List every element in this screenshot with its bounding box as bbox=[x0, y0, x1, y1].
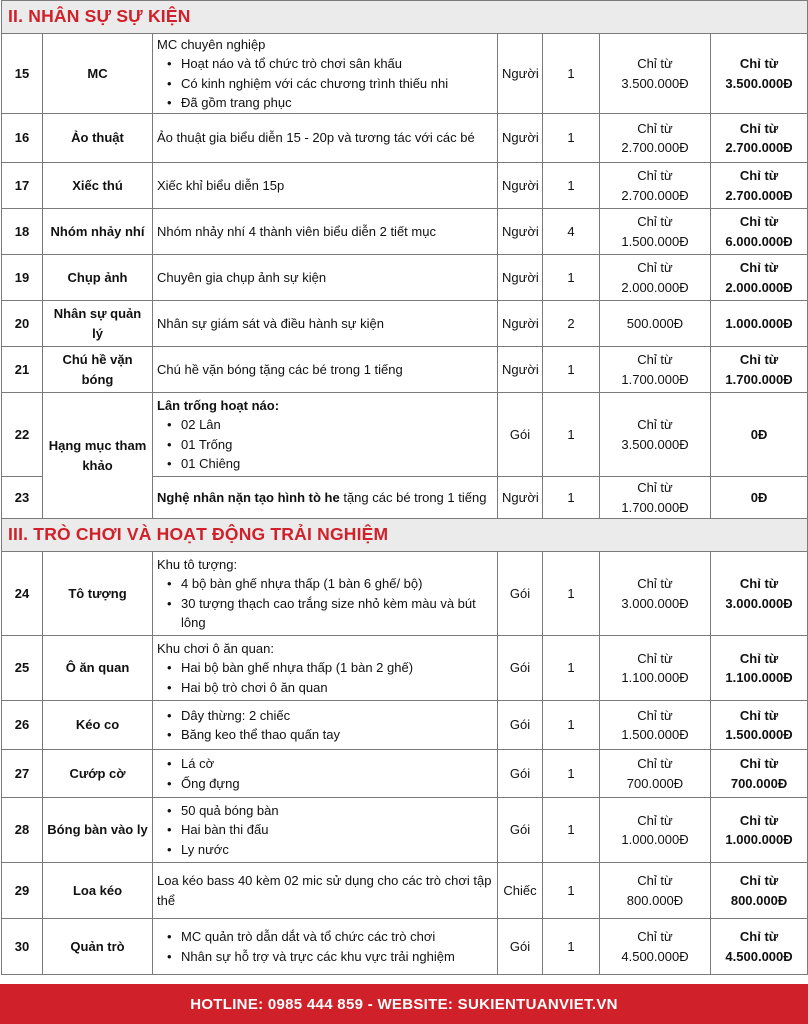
item-description bbox=[153, 393, 498, 477]
price-line: Chỉ từ bbox=[637, 756, 673, 771]
total-price bbox=[711, 163, 808, 209]
description-intro: MC chuyên nghiệp bbox=[157, 36, 266, 52]
bullet-item: • Dây thừng: 2 chiếc bbox=[181, 706, 493, 726]
description-intro: Nhân sự giám sát và điều hành sự kiện bbox=[157, 315, 384, 331]
price-line: 800.000Đ bbox=[626, 892, 684, 908]
description-bullet-list bbox=[157, 415, 493, 474]
price-line: Chỉ từ bbox=[637, 873, 673, 888]
description-bullet-list bbox=[157, 574, 493, 633]
total-line: 1.100.000Đ bbox=[725, 670, 793, 685]
item-description bbox=[153, 163, 498, 209]
price-line: 3.000.000Đ bbox=[621, 595, 689, 611]
unit-price bbox=[600, 863, 711, 919]
total-line: 3.000.000Đ bbox=[725, 595, 793, 611]
item-name: Nhân sự quản lý bbox=[43, 301, 153, 347]
unit-price bbox=[600, 301, 711, 347]
unit: Người bbox=[498, 114, 543, 163]
unit-price bbox=[600, 393, 711, 477]
unit-price bbox=[600, 347, 711, 393]
item-number: 17 bbox=[2, 163, 43, 209]
price-line: Chỉ từ bbox=[637, 214, 673, 229]
bullet-item: • 50 quả bóng bàn bbox=[181, 801, 493, 821]
total-price bbox=[711, 919, 808, 975]
unit-price bbox=[600, 163, 711, 209]
bullet-item: • Hai bộ bàn ghế nhựa thấp (1 bàn 2 ghế) bbox=[181, 658, 493, 678]
table-row bbox=[2, 393, 808, 477]
description-intro: Chú hề vặn bóng tặng các bé trong 1 tiếng bbox=[157, 361, 403, 377]
total-line: Chỉ từ bbox=[739, 812, 779, 828]
bullet-item: • Hai bộ trò chơi ô ăn quan bbox=[181, 678, 493, 698]
item-name: Hạng mục tham khảo bbox=[43, 393, 153, 519]
bullet-item: • 01 Trống bbox=[181, 435, 493, 455]
total-price bbox=[711, 393, 808, 477]
item-description bbox=[153, 701, 498, 750]
total-line: 1.700.000Đ bbox=[725, 371, 793, 387]
total-line: Chỉ từ bbox=[739, 707, 779, 723]
table-row bbox=[2, 34, 808, 114]
price-line: Chỉ từ bbox=[637, 260, 673, 275]
total-price bbox=[711, 863, 808, 919]
unit: Gói bbox=[498, 393, 543, 477]
table-row bbox=[2, 863, 808, 919]
item-number: 22 bbox=[2, 393, 43, 477]
table-row bbox=[2, 255, 808, 301]
item-description bbox=[153, 552, 498, 636]
table-row bbox=[2, 114, 808, 163]
section-title: II. NHÂN SỰ SỰ KIỆN bbox=[2, 1, 808, 34]
total-line: 0Đ bbox=[750, 489, 768, 505]
price-line: Chỉ từ bbox=[637, 576, 673, 591]
item-name: MC bbox=[43, 34, 153, 114]
description-intro: Loa kéo bass 40 kèm 02 mic sử dụng cho các trò chơi tập thể bbox=[157, 873, 492, 908]
table-row bbox=[2, 301, 808, 347]
total-line: Chỉ từ bbox=[739, 120, 779, 136]
unit: Gói bbox=[498, 701, 543, 750]
unit-price bbox=[600, 701, 711, 750]
total-line: 6.000.000Đ bbox=[725, 233, 793, 249]
description-intro: Nhóm nhảy nhí 4 thành viên biểu diễn 2 tiết mục bbox=[157, 223, 436, 239]
table-row bbox=[2, 552, 808, 636]
total-line: 2.700.000Đ bbox=[725, 140, 793, 155]
description-bullet-list bbox=[157, 706, 493, 745]
bullet-item: • Ống đựng bbox=[181, 774, 493, 794]
table-row bbox=[2, 636, 808, 701]
item-number: 21 bbox=[2, 347, 43, 393]
description-bullet-list bbox=[157, 927, 493, 966]
description-bullet-list bbox=[157, 754, 493, 793]
total-line: Chỉ từ bbox=[739, 260, 779, 275]
price-line: Chỉ từ bbox=[637, 56, 673, 71]
total-price bbox=[711, 347, 808, 393]
item-name: Chụp ảnh bbox=[43, 255, 153, 301]
item-number: 19 bbox=[2, 255, 43, 301]
total-line: Chỉ từ bbox=[739, 576, 779, 591]
total-price bbox=[711, 114, 808, 163]
quantity: 1 bbox=[543, 163, 600, 209]
item-description bbox=[153, 750, 498, 798]
item-number: 25 bbox=[2, 636, 43, 701]
price-line: 3.500.000Đ bbox=[621, 436, 689, 452]
quantity: 1 bbox=[543, 636, 600, 701]
unit: Gói bbox=[498, 919, 543, 975]
unit: Chiếc bbox=[498, 863, 543, 919]
unit: Gói bbox=[498, 750, 543, 798]
item-number: 29 bbox=[2, 863, 43, 919]
quantity: 1 bbox=[543, 919, 600, 975]
total-line: 2.700.000Đ bbox=[725, 187, 793, 203]
total-line: Chỉ từ bbox=[739, 352, 779, 367]
quantity: 1 bbox=[543, 393, 600, 477]
item-description bbox=[153, 34, 498, 114]
description-bullet-list bbox=[157, 801, 493, 860]
price-line: Chỉ từ bbox=[637, 480, 673, 495]
item-number: 16 bbox=[2, 114, 43, 163]
item-description bbox=[153, 798, 498, 863]
quantity: 1 bbox=[543, 798, 600, 863]
total-price bbox=[711, 750, 808, 798]
total-line: 4.500.000Đ bbox=[725, 948, 793, 964]
quantity: 1 bbox=[543, 255, 600, 301]
quantity: 1 bbox=[543, 750, 600, 798]
item-name: Bóng bàn vào ly bbox=[43, 798, 153, 863]
unit: Gói bbox=[498, 798, 543, 863]
price-line: 1.000.000Đ bbox=[621, 832, 689, 847]
item-name: Loa kéo bbox=[43, 863, 153, 919]
price-line: 1.500.000Đ bbox=[621, 727, 689, 742]
unit: Người bbox=[498, 477, 543, 519]
item-number: 26 bbox=[2, 701, 43, 750]
item-description bbox=[153, 477, 498, 519]
unit-price bbox=[600, 798, 711, 863]
item-description bbox=[153, 347, 498, 393]
unit-price bbox=[600, 750, 711, 798]
total-line: Chỉ từ bbox=[739, 214, 779, 229]
item-description bbox=[153, 636, 498, 701]
description-intro: Chuyên gia chụp ảnh sự kiện bbox=[157, 269, 327, 285]
price-line: 2.700.000Đ bbox=[621, 140, 689, 155]
unit: Người bbox=[498, 34, 543, 114]
total-price bbox=[711, 636, 808, 701]
item-name: Xiếc thú bbox=[43, 163, 153, 209]
quantity: 1 bbox=[543, 477, 600, 519]
unit: Gói bbox=[498, 552, 543, 636]
description-intro: Xiếc khỉ biểu diễn 15p bbox=[157, 177, 285, 193]
table-row bbox=[2, 919, 808, 975]
unit-price bbox=[600, 34, 711, 114]
bullet-item: • Hoạt náo và tổ chức trò chơi sân khấu bbox=[181, 54, 493, 74]
item-number: 30 bbox=[2, 919, 43, 975]
quantity: 1 bbox=[543, 701, 600, 750]
item-description bbox=[153, 863, 498, 919]
bullet-item: • 4 bộ bàn ghế nhựa thấp (1 bàn 6 ghế/ bộ) bbox=[181, 574, 493, 594]
description-intro: Ảo thuật gia biểu diễn 15 - 20p và tương tác với các bé bbox=[157, 130, 475, 146]
item-name: Cướp cờ bbox=[43, 750, 153, 798]
price-line: 1.700.000Đ bbox=[621, 499, 689, 515]
total-line: 1.000.000Đ bbox=[725, 832, 793, 847]
bullet-item: • 02 Lân bbox=[181, 415, 493, 435]
price-line: Chỉ từ bbox=[637, 707, 673, 723]
item-number: 24 bbox=[2, 552, 43, 636]
item-description bbox=[153, 114, 498, 163]
item-description bbox=[153, 209, 498, 255]
price-line: 700.000Đ bbox=[626, 775, 684, 791]
table-row bbox=[2, 163, 808, 209]
total-price bbox=[711, 301, 808, 347]
quantity: 1 bbox=[543, 552, 600, 636]
quantity: 1 bbox=[543, 863, 600, 919]
price-line: Chỉ từ bbox=[637, 812, 673, 828]
total-line: 700.000Đ bbox=[730, 775, 788, 791]
item-number: 28 bbox=[2, 798, 43, 863]
description-intro: Lân trống hoạt náo: bbox=[157, 397, 280, 413]
description-intro: Khu tô tượng: bbox=[157, 556, 238, 572]
item-description bbox=[153, 919, 498, 975]
price-table bbox=[1, 0, 808, 975]
description-bullet-list bbox=[157, 54, 493, 113]
total-line: Chỉ từ bbox=[739, 873, 779, 888]
unit-price bbox=[600, 255, 711, 301]
total-line: Chỉ từ bbox=[739, 756, 779, 771]
total-line: 3.500.000Đ bbox=[725, 75, 793, 91]
item-name: Nhóm nhảy nhí bbox=[43, 209, 153, 255]
total-line: Chỉ từ bbox=[739, 929, 779, 944]
table-row bbox=[2, 798, 808, 863]
unit: Người bbox=[498, 255, 543, 301]
price-line: Chỉ từ bbox=[637, 120, 673, 136]
item-description bbox=[153, 255, 498, 301]
item-number: 15 bbox=[2, 34, 43, 114]
table-row bbox=[2, 750, 808, 798]
price-line: Chỉ từ bbox=[637, 352, 673, 367]
price-line: Chỉ từ bbox=[637, 650, 673, 666]
item-number: 18 bbox=[2, 209, 43, 255]
quantity: 1 bbox=[543, 347, 600, 393]
total-line: Chỉ từ bbox=[739, 650, 779, 666]
unit-price bbox=[600, 209, 711, 255]
unit: Người bbox=[498, 163, 543, 209]
price-line: 1.700.000Đ bbox=[621, 371, 689, 387]
description-text: tặng các bé trong 1 tiếng bbox=[339, 489, 487, 505]
item-name: Tô tượng bbox=[43, 552, 153, 636]
total-line: Chỉ từ bbox=[739, 56, 779, 71]
price-line: 1.500.000Đ bbox=[621, 233, 689, 249]
unit: Người bbox=[498, 209, 543, 255]
item-number: 20 bbox=[2, 301, 43, 347]
quantity: 1 bbox=[543, 34, 600, 114]
total-line: 800.000Đ bbox=[730, 892, 788, 908]
unit: Gói bbox=[498, 636, 543, 701]
total-line: Chỉ từ bbox=[739, 168, 779, 183]
total-line: 1.000.000Đ bbox=[725, 315, 793, 331]
price-line: 3.500.000Đ bbox=[621, 75, 689, 91]
item-name: Kéo co bbox=[43, 701, 153, 750]
price-line: 500.000Đ bbox=[626, 315, 684, 331]
item-name: Quản trò bbox=[43, 919, 153, 975]
description-bold-prefix: Nghệ nhân nặn tạo hình tò he bbox=[157, 489, 340, 505]
quantity: 4 bbox=[543, 209, 600, 255]
total-price bbox=[711, 209, 808, 255]
total-price bbox=[711, 34, 808, 114]
total-line: 0Đ bbox=[750, 426, 768, 442]
bullet-item: • 30 tượng thạch cao trắng size nhỏ kèm màu và bút lông bbox=[181, 594, 493, 633]
bullet-item: • Đã gồm trang phục bbox=[181, 93, 493, 113]
total-price bbox=[711, 255, 808, 301]
total-price bbox=[711, 552, 808, 636]
total-price bbox=[711, 701, 808, 750]
description-bullet-list bbox=[157, 658, 493, 697]
bullet-item: • Lá cờ bbox=[181, 754, 493, 774]
item-description bbox=[153, 301, 498, 347]
total-price bbox=[711, 798, 808, 863]
bullet-item: • MC quản trò dẫn dắt và tổ chức các trò chơi bbox=[181, 927, 493, 947]
description-intro: Khu chơi ô ăn quan: bbox=[157, 640, 274, 656]
total-price bbox=[711, 477, 808, 519]
unit: Người bbox=[498, 347, 543, 393]
unit-price bbox=[600, 636, 711, 701]
price-line: 1.100.000Đ bbox=[621, 670, 689, 685]
footer-hotline-bar bbox=[0, 984, 808, 1024]
table-row bbox=[2, 209, 808, 255]
bullet-item: • Nhân sự hỗ trợ và trực các khu vực trải nghiệm bbox=[181, 947, 493, 967]
item-number: 23 bbox=[2, 477, 43, 519]
section-header-row bbox=[2, 1, 808, 34]
unit-price bbox=[600, 114, 711, 163]
table-row bbox=[2, 347, 808, 393]
bullet-item: • 01 Chiêng bbox=[181, 454, 493, 474]
unit-price bbox=[600, 919, 711, 975]
price-line: 2.000.000Đ bbox=[621, 279, 689, 295]
quantity: 2 bbox=[543, 301, 600, 347]
total-line: 2.000.000Đ bbox=[725, 279, 793, 295]
item-number: 27 bbox=[2, 750, 43, 798]
price-line: 4.500.000Đ bbox=[621, 948, 689, 964]
bullet-item: • Băng keo thể thao quấn tay bbox=[181, 725, 493, 745]
bullet-item: • Có kinh nghiệm với các chương trình thiếu nhi bbox=[181, 74, 493, 94]
price-line: Chỉ từ bbox=[637, 929, 673, 944]
item-name: Ảo thuật bbox=[43, 114, 153, 163]
item-name: Ô ăn quan bbox=[43, 636, 153, 701]
item-name: Chú hề vặn bóng bbox=[43, 347, 153, 393]
bullet-item: • Hai bàn thi đấu bbox=[181, 820, 493, 840]
footer-text: HOTLINE: 0985 444 859 - WEBSITE: SUKIENTUANVIET.VN bbox=[190, 995, 618, 1013]
price-line: Chỉ từ bbox=[637, 168, 673, 183]
unit-price bbox=[600, 477, 711, 519]
section-header-row bbox=[2, 519, 808, 552]
price-line: Chỉ từ bbox=[637, 417, 673, 432]
quantity: 1 bbox=[543, 114, 600, 163]
total-line: 1.500.000Đ bbox=[725, 727, 793, 742]
price-line: 2.700.000Đ bbox=[621, 187, 689, 203]
table-row bbox=[2, 701, 808, 750]
unit-price bbox=[600, 552, 711, 636]
section-title: III. TRÒ CHƠI VÀ HOẠT ĐỘNG TRẢI NGHIỆM bbox=[2, 519, 808, 552]
bullet-item: • Ly nước bbox=[181, 840, 493, 860]
unit: Người bbox=[498, 301, 543, 347]
